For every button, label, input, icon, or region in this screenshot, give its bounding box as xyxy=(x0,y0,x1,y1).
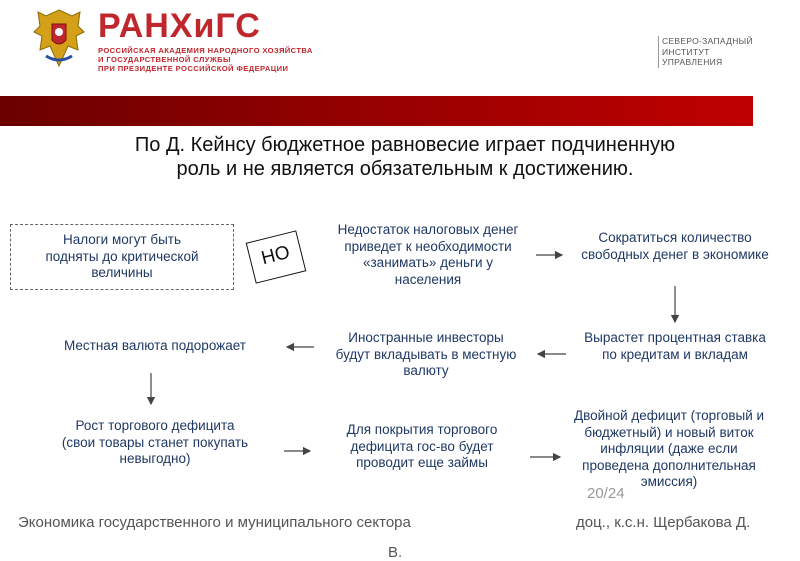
node-loans-line: проводит еще займы xyxy=(356,455,488,470)
institute-line-1: СЕВЕРО-ЗАПАДНЫЙ xyxy=(662,36,753,46)
node-currency-line: Местная валюта подорожает xyxy=(64,338,246,353)
node-taxes-line: Налоги могут быть xyxy=(62,232,182,247)
brand-name: РАНХиГС xyxy=(98,7,261,45)
brand-subtitle-line-2: И ГОСУДАРСТВЕННОЙ СЛУЖБЫ xyxy=(98,55,231,64)
page-number: 20/24 xyxy=(587,485,625,502)
node-shortage-line: «занимать» деньги у xyxy=(362,255,493,270)
node-reduce-line: Сократиться количество xyxy=(598,230,752,245)
institute-line-3: УПРАВЛЕНИЯ xyxy=(662,57,723,67)
node-double-deficit-line: проведена дополнительная xyxy=(582,457,756,473)
node-double-deficit-line: инфляции (даже если xyxy=(600,441,738,456)
node-trade-deficit-line: (свои товары станет покупать xyxy=(61,434,249,450)
institute-line-2: ИНСТИТУТ xyxy=(662,46,710,57)
footer-course: Экономика государственного и муниципального сектора xyxy=(18,514,411,531)
slide-title-line-1: По Д. Кейнсу бюджетное равновесие играет подчиненную xyxy=(134,134,676,156)
node-rate-line: по кредитам и вкладам xyxy=(602,346,748,362)
node-investors-line: Иностранные инвесторы xyxy=(348,330,504,345)
slide-title-line-2: роль и не является обязательным к достижению. xyxy=(176,158,634,180)
no-label-box: НО xyxy=(246,230,307,283)
footer-author-continuation: В. xyxy=(388,544,403,561)
node-investors-line: валюту xyxy=(403,363,449,378)
node-shortage-line: населения xyxy=(394,271,462,287)
node-investors-line: будут вкладывать в местную xyxy=(335,346,517,362)
node-trade-deficit-line: невыгодно) xyxy=(119,451,191,466)
node-double-deficit-line: эмиссия) xyxy=(640,474,698,489)
node-trade-deficit-line: Рост торгового дефицита xyxy=(75,418,235,433)
node-shortage-line: Недостаток налоговых денег xyxy=(337,222,519,237)
node-shortage-line: приведет к необходимости xyxy=(344,238,512,254)
node-taxes-line: подняты до критической xyxy=(45,248,199,264)
brand-subtitle-line-1: РОССИЙСКАЯ АКАДЕМИЯ НАРОДНОГО ХОЗЯЙСТВА xyxy=(98,46,313,55)
node-taxes-line: величины xyxy=(91,265,153,280)
brand-subtitle-line-3: ПРИ ПРЕЗИДЕНТЕ РОССИЙСКОЙ ФЕДЕРАЦИИ xyxy=(98,64,289,73)
node-loans-line: Для покрытия торгового xyxy=(346,422,498,437)
node-reduce-line: свободных денег в экономике xyxy=(581,246,769,262)
footer-author: доц., к.с.н. Щербакова Д. xyxy=(576,514,751,531)
node-rate-line: Вырастет процентная ставка xyxy=(584,330,766,345)
node-double-deficit-line: Двойной дефицит (торговый и xyxy=(573,408,765,423)
node-loans-line: дефицита гос-во будет xyxy=(350,438,494,454)
node-double-deficit-line: бюджетный) и новый виток xyxy=(584,424,754,440)
